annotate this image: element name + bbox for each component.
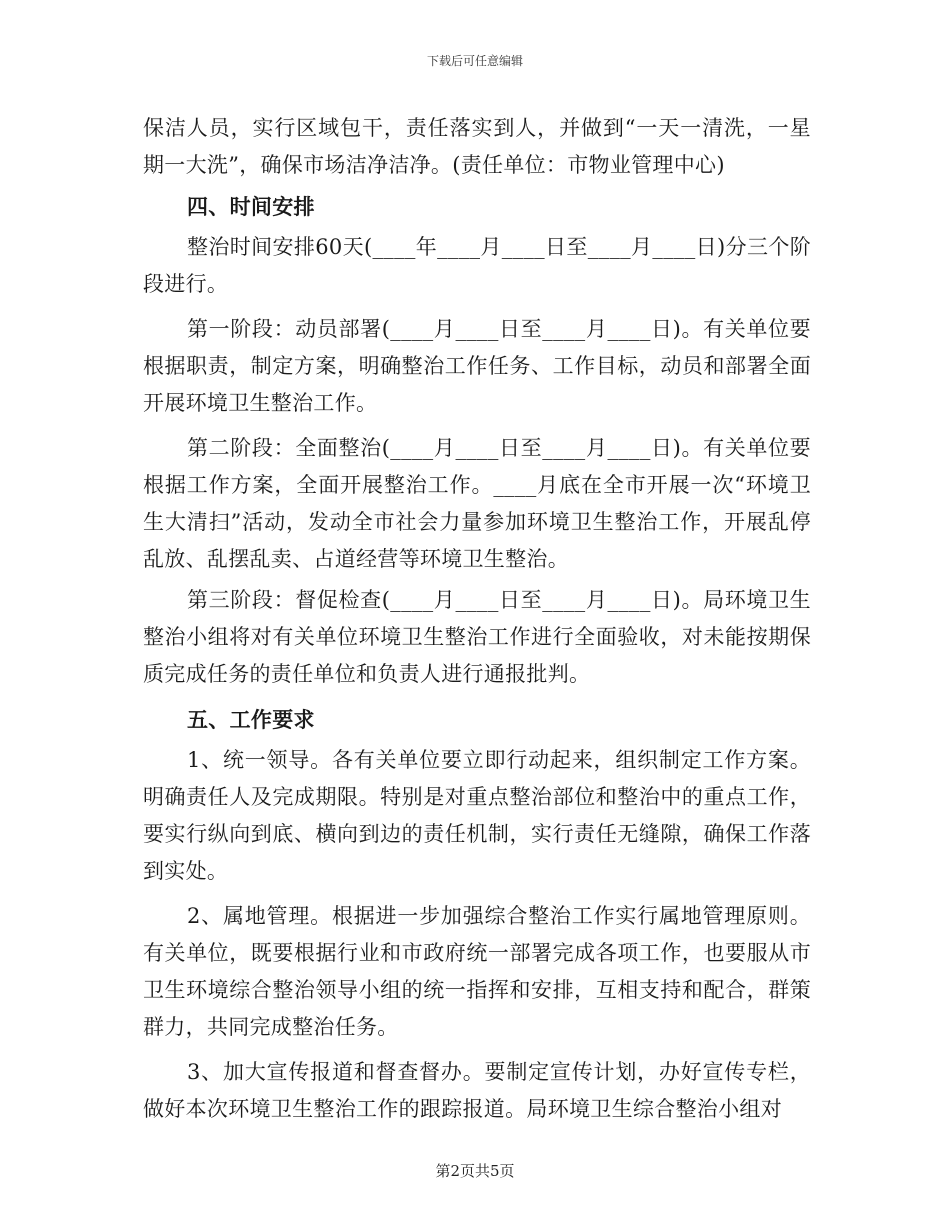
paragraph-phase-one: 第一阶段：动员部署(____月____日至____月____日)。有关单位要根据职责，制定方案，明确整治工作任务、工作目标，动员和部署全面开展环境卫生整治工作。: [143, 317, 811, 415]
section-heading-schedule: 四、时间安排: [187, 194, 315, 219]
page-header: 下载后可任意编辑: [426, 54, 523, 68]
paragraph-phase-two: 第二阶段：全面整治(____月____日至____月____日)。有关单位要根据工作方案，全面开展整治工作。____月底在全市开展一次“环境卫生大清扫”活动，发动全市社会力量参加环境卫生整治工作，开展乱停乱放、乱摆乱卖、占道经营等环境卫生整治。: [143, 436, 811, 571]
document-body: [143, 110, 811, 1128]
paragraph-cleaning-staff: 保洁人员，实行区域包干，责任落实到人，并做到“一天一清洗，一星期一大洗”，确保市场洁净洁净。(责任单位：市物业管理中心): [143, 116, 811, 177]
paragraph-requirement-2: 2、属地管理。根据进一步加强综合整治工作实行属地管理原则。有关单位，既要根据行业和市政府统一部署完成各项工作，也要服从市卫生环境综合整治领导小组的统一指挥和安排，互相支持和配合，群策群力，共同完成整治任务。: [143, 904, 811, 1039]
paragraph-requirement-3: 3、加大宣传报道和督查督办。要制定宣传计划，办好宣传专栏，做好本次环境卫生整治工作的跟踪报道。局环境卫生综合整治小组对: [143, 1060, 811, 1121]
paragraph-requirement-1: 1、统一领导。各有关单位要立即行动起来，组织制定工作方案。明确责任人及完成期限。特别是对重点整治部位和整治中的重点工作，要实行纵向到底、横向到边的责任机制，实行责任无缝隙，确保工作落到实处。: [143, 748, 811, 883]
page-number: 第2页共5页: [435, 1162, 515, 1180]
section-heading-requirements: 五、工作要求: [187, 707, 315, 732]
paragraph-phase-three: 第三阶段：督促检查(____月____日至____月____日)。局环境卫生整治小组将对有关单位环境卫生整治工作进行全面验收，对未能按期保质完成任务的责任单位和负责人进行通报批判。: [143, 588, 811, 686]
paragraph-schedule-overview: 整治时间安排60天(____年____月____日至____月____日)分三个阶段进行。: [143, 235, 811, 296]
